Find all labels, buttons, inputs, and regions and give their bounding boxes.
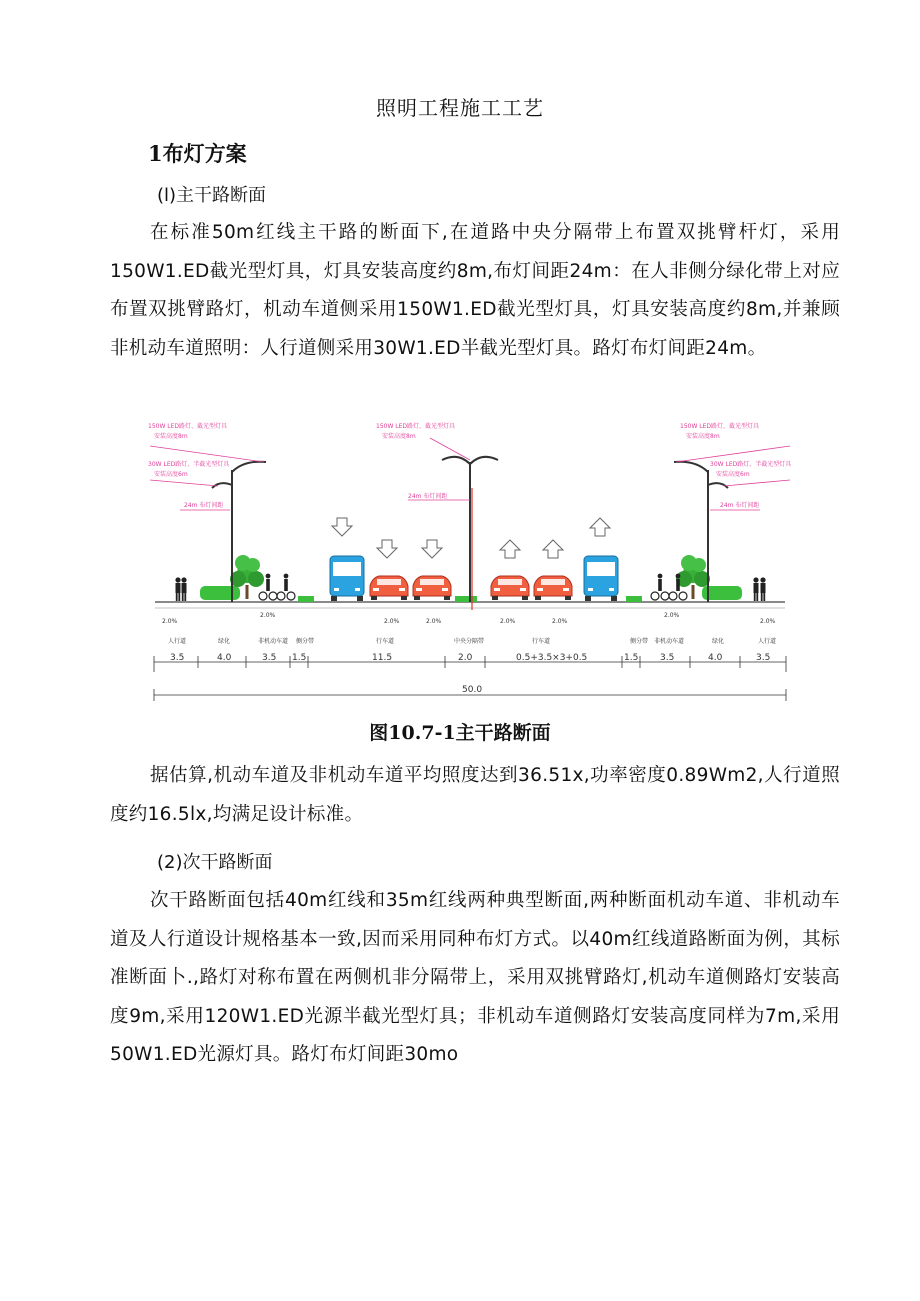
cyclist-right: [651, 574, 669, 600]
slope-label: 2.0%: [760, 618, 776, 625]
lane-width: 2.0: [458, 653, 473, 663]
paragraph-illuminance: 据估算,机动车道及非机动车道平均照度达到36.51x,功率密度0.89Wm2,人行道照度约16.5lx,均满足设计标准。: [110, 765, 840, 825]
lamp-pole-center: [442, 457, 498, 602]
lamp-label: 24m 布灯间距: [184, 502, 224, 509]
lane-name: 中央分隔带: [454, 638, 485, 645]
arrow-up-icon: [543, 540, 563, 558]
figure-caption: 图10.7-1主干路断面: [369, 722, 551, 744]
slope-label: 2.0%: [162, 618, 178, 625]
slope-label: 2.0%: [552, 618, 568, 625]
lamp-label: 24m 布灯间距: [408, 493, 448, 500]
arrow-down-icon: [422, 540, 442, 558]
lane-width: 4.0: [708, 653, 723, 663]
slope-label: 2.0%: [384, 618, 400, 625]
lane-width: 3.5: [262, 653, 277, 663]
car-left-1: [370, 576, 408, 600]
bus-right: [584, 556, 618, 601]
lamp-label: 150W LED路灯、截光型灯具: [148, 423, 228, 430]
lane-width: 3.5: [170, 653, 185, 663]
lane-width: 0.5+3.5×3+0.5: [516, 653, 588, 663]
lamp-label: 安装高度8m: [382, 433, 416, 440]
section-heading: 1布灯方案: [148, 141, 247, 166]
lane-width: 1.5: [292, 653, 307, 663]
pedestrian-left: [175, 577, 180, 601]
lane-name: 绿化: [218, 638, 231, 645]
lamp-label: 150W LED路灯、截光型灯具: [680, 423, 760, 430]
lane-name: 人行道: [758, 638, 777, 645]
pedestrian-right: [753, 577, 758, 601]
lane-name: 非机动车道: [654, 638, 685, 645]
slope-label: 2.0%: [500, 618, 516, 625]
lamp-label: 24m 布灯间距: [720, 502, 760, 509]
lane-name: 行车道: [376, 638, 395, 645]
arrow-up-icon: [590, 518, 610, 536]
arrow-up-icon: [500, 540, 520, 558]
lamp-label: 30W LED路灯、半截光型灯具: [710, 461, 792, 468]
car-left-2: [413, 576, 451, 600]
lane-name: 侧分带: [296, 638, 315, 645]
lane-name: 行车道: [532, 638, 551, 645]
slope-label: 2.0%: [260, 612, 276, 619]
lane-width: 3.5: [756, 653, 771, 663]
subsection-heading-main-road: (l)主干路断面: [157, 185, 267, 206]
paragraph-secondary-road: 次干路断面包括40m红线和35m红线两种典型断面,两种断面机动车道、非机动车道及人行道设计规格基本一致,因而采用同种布灯方式。以40m红线道路断面为例，其标准断面卜.,路灯对称布置在两侧机非分隔带上，采用双挑臂路灯,机动车道侧路灯安装高度9m,采用120W1.ED光源半截光型灯具；非机动车道侧路灯安装高度同样为7m,采用50W1.ED光源灯具。路灯布灯间距30mo: [110, 890, 840, 1066]
arrow-down-icon: [377, 540, 397, 558]
document-title: 照明工程施工工艺: [376, 96, 544, 120]
road-cross-section-figure: [140, 410, 800, 710]
lamp-label: 安装高度6m: [716, 471, 750, 478]
lane-width: 3.5: [660, 653, 675, 663]
lamp-label: 安装高度8m: [686, 433, 720, 440]
total-width: 50.0: [462, 685, 483, 695]
lane-name: 绿化: [712, 638, 725, 645]
arrow-down-icon: [332, 518, 352, 536]
lamp-label: 150W LED路灯、截光型灯具: [376, 423, 456, 430]
car-right-1: [491, 576, 529, 600]
subsection-heading-secondary-road: (2)次干路断面: [157, 852, 273, 873]
lane-name: 人行道: [168, 638, 187, 645]
lamp-label: 安装高度8m: [154, 433, 188, 440]
hedge-left: [200, 586, 240, 600]
lamp-label: 安装高度6m: [154, 471, 188, 478]
paragraph-main-road: 在标准50m红线主干路的断面下,在道路中央分隔带上布置双挑臂杆灯，采用150W1.ED截光型灯具，灯具安装高度约8m,布灯间距24m：在人非侧分绿化带上对应布置双挑臂路灯，机动车道侧采用150W1.ED截光型灯具，灯具安装高度约8m,并兼顾非机动车道照明：人行道侧采用30W1.ED半截光型灯具。路灯布灯间距24m。: [110, 222, 840, 359]
lane-width: 1.5: [624, 653, 639, 663]
car-right-2: [534, 576, 572, 600]
bus-left: [330, 556, 364, 601]
slope-label: 2.0%: [664, 612, 680, 619]
lane-width: 11.5: [372, 653, 393, 663]
slope-label: 2.0%: [426, 618, 442, 625]
lane-name: 非机动车道: [258, 638, 289, 645]
lamp-label: 30W LED路灯、半截光型灯具: [148, 461, 230, 468]
lane-name: 侧分带: [630, 638, 649, 645]
lane-width: 4.0: [217, 653, 232, 663]
